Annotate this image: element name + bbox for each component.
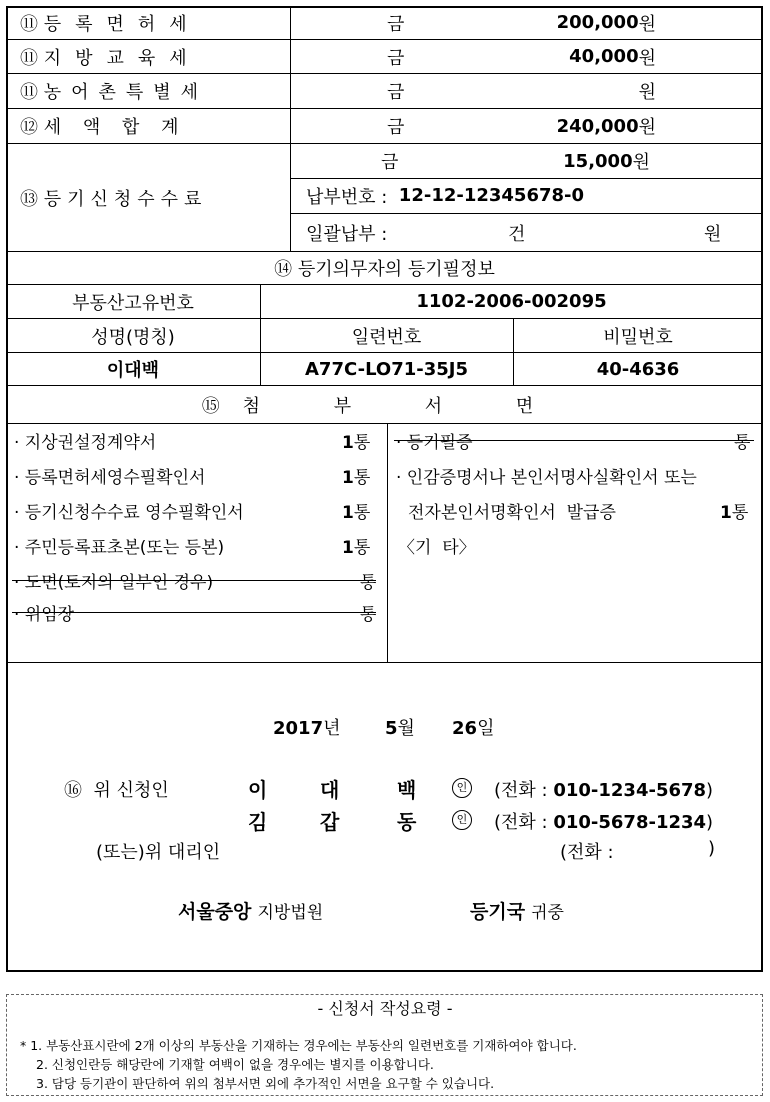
obligor-name: 이대백 xyxy=(106,360,160,381)
property-id-row xyxy=(6,285,763,319)
tax-label: 세 액 합 계 xyxy=(43,117,187,138)
attachment-count: 통 xyxy=(360,573,377,593)
applicant2-char3: 동 xyxy=(397,810,417,834)
tax-row-education xyxy=(6,40,763,74)
attachment-count: 1통 xyxy=(342,468,371,488)
attachment-count: 1통 xyxy=(342,538,371,558)
seal-mark: 인 xyxy=(452,778,472,798)
payment-number: 12-12-12345678-0 xyxy=(398,185,585,206)
attachment-count: 1통 xyxy=(342,503,371,523)
guide-item: 2. 신청인란등 해당란에 기재할 여백이 없을 경우에는 별지를 이용합니다. xyxy=(36,1057,434,1072)
bulk-payment-label: 일괄납부 : xyxy=(306,223,388,245)
bulk-amount-unit: 원 xyxy=(704,223,722,245)
obligor-title: ⑭ 등기의무자의 등기필정보 xyxy=(274,259,495,280)
attachment-item: · 주민등록표초본(또는 등본) xyxy=(14,538,225,558)
amount-prefix: 금 xyxy=(387,13,405,35)
column-divider xyxy=(260,285,261,386)
amount-prefix: 금 xyxy=(387,82,405,103)
application-day: 26일 xyxy=(452,718,495,739)
applicant1-phone: (전화 : 010-1234-5678) xyxy=(494,780,714,801)
payment-number-row xyxy=(306,178,746,213)
attachment-item: · 등록면허세영수필확인서 xyxy=(14,468,206,488)
property-id-value: 1102-2006-002095 xyxy=(416,291,607,312)
attachments-title-row xyxy=(6,386,763,424)
bulk-payment-row xyxy=(306,213,746,252)
column-divider xyxy=(387,424,388,663)
tax-label-cell xyxy=(20,74,290,108)
item-number: ⑪ xyxy=(20,47,38,69)
tax-row-rural xyxy=(6,74,763,109)
attachment-count: 통 xyxy=(734,433,751,453)
amount-prefix: 금 xyxy=(381,152,399,173)
application-date: 2017년 xyxy=(273,718,341,739)
tax-amount: 40,000 원 xyxy=(569,46,656,69)
tax-amount: 200,000 원 xyxy=(556,12,656,35)
strike-line xyxy=(394,440,754,441)
amount-prefix: 금 xyxy=(387,117,405,138)
column-divider xyxy=(290,144,291,252)
attachment-item: · 지상권설정계약서 xyxy=(14,433,157,453)
attachment-count: 통 xyxy=(360,605,377,625)
payment-number-label: 납부번호 : xyxy=(306,186,388,208)
application-month: 5월 xyxy=(385,718,415,739)
other-attachments-label: 〈기 타〉 xyxy=(398,538,476,558)
fee-amount: 15,000 원 xyxy=(563,150,650,173)
tax-label: 지방교육세 xyxy=(43,47,201,69)
property-id-label: 부동산고유번호 xyxy=(72,292,194,314)
attachment-count: 1통 xyxy=(342,433,371,453)
attachment-item-struck: · 위임장 xyxy=(14,605,75,625)
item-number: ⑫ xyxy=(20,117,38,138)
obligor-serial: A77C-LO71-35J5 xyxy=(305,358,468,380)
applicant1-char1: 이 xyxy=(248,778,268,802)
obligor-password: 40-4636 xyxy=(596,358,680,380)
guide-item: 3. 담당 등기관이 판단하여 위의 첨부서면 외에 추가적인 서면을 요구할 수 있습니다. xyxy=(36,1076,495,1091)
tax-label-cell xyxy=(20,40,290,73)
serial-label: 일련번호 xyxy=(351,326,422,348)
applicant-label: ⑯ 위 신청인 xyxy=(64,780,169,801)
item-number: ⑬ xyxy=(20,188,38,210)
applicant2-char1: 김 xyxy=(248,810,268,834)
agent-phone-label: (전화 : xyxy=(560,842,614,863)
tax-amount: 원 xyxy=(638,82,656,103)
strike-line xyxy=(12,580,376,581)
applicant1-char3: 백 xyxy=(397,778,417,802)
name-label: 성명(명칭) xyxy=(91,326,175,348)
attachment-item-struck: · 등기필증 xyxy=(396,433,473,453)
court-name: 서울중앙 지방법원 xyxy=(178,901,324,923)
applicant1-char2: 대 xyxy=(320,778,340,802)
fee-label: 등기신청수수료 xyxy=(43,188,208,210)
tax-amount: 240,000 원 xyxy=(556,115,656,138)
fee-label-cell xyxy=(20,144,290,251)
agent-label: (또는)위 대리인 xyxy=(96,842,221,863)
attachment-item-struck: · 도면(토지의 일부인 경우) xyxy=(14,573,214,593)
item-number: ⑪ xyxy=(20,82,38,103)
amount-prefix: 금 xyxy=(387,47,405,69)
tax-label-cell xyxy=(20,6,290,39)
applicant2-phone: (전화 : 010-5678-1234) xyxy=(494,812,714,833)
seal-mark: 인 xyxy=(452,810,472,830)
obligor-value-row xyxy=(6,353,763,386)
column-divider xyxy=(513,319,514,386)
attachment-item: · 등기신청수수료 영수필확인서 xyxy=(14,503,244,523)
column-divider xyxy=(290,6,291,144)
item-number: ⑪ xyxy=(20,13,38,35)
bulk-count-unit: 건 xyxy=(508,223,526,245)
strike-line xyxy=(12,612,376,613)
password-label: 비밀번호 xyxy=(603,326,673,348)
obligor-header-row xyxy=(6,319,763,353)
tax-label-cell xyxy=(20,109,290,143)
registry-office: 등기국 귀중 xyxy=(470,901,564,923)
attachment-item: · 인감증명서나 본인서명사실확인서 또는 xyxy=(396,468,697,488)
agent-phone-close: ) xyxy=(708,838,716,859)
tax-row-total xyxy=(6,109,763,144)
attachment-item: 전자본인서명확인서 발급증 xyxy=(408,503,616,523)
tax-label: 농어촌특별세 xyxy=(43,82,209,103)
obligor-title-row xyxy=(6,252,763,285)
tax-label: 등록면허세 xyxy=(43,13,201,35)
attachment-count: 1통 xyxy=(720,503,749,523)
attachments-title: ⑮ 첨 부 서 면 xyxy=(201,395,568,417)
applicant2-char2: 갑 xyxy=(320,810,340,834)
guide-item: * 1. 부동산표시란에 2개 이상의 부동산을 기재하는 경우에는 부동산의 일련번호를 기재하여야 합니다. xyxy=(20,1038,577,1053)
guide-title: - 신청서 작성요령 - xyxy=(317,999,453,1018)
tax-row-registration xyxy=(6,6,763,40)
